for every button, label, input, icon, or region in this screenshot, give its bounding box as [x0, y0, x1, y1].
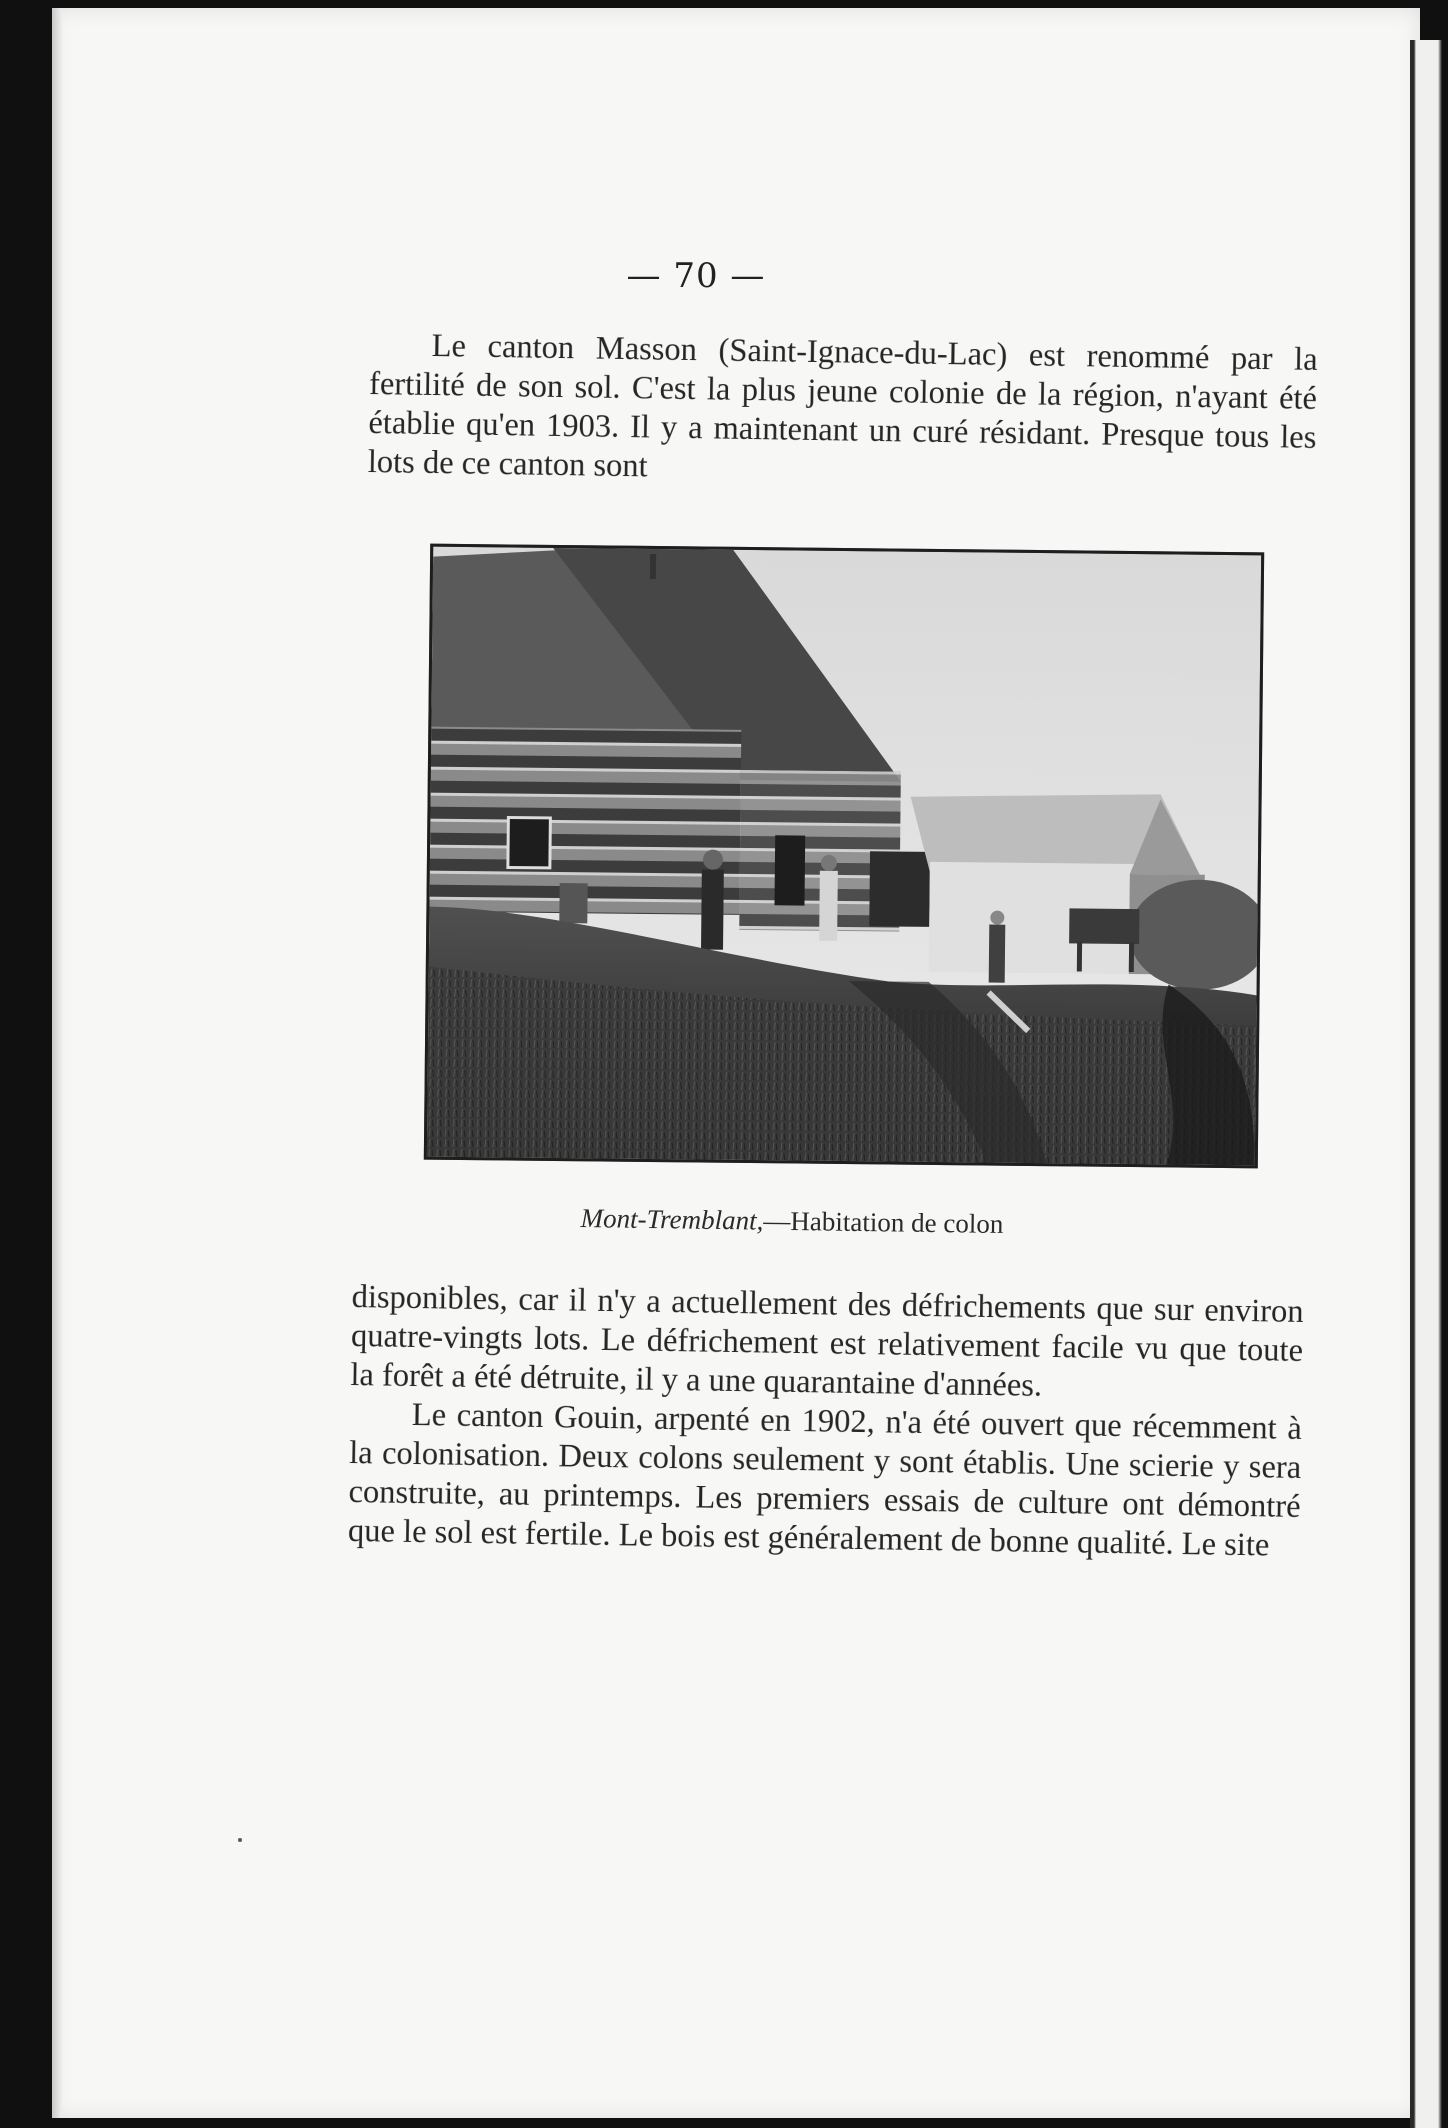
paragraph-continuation: disponibles, car il n'y a actuellement des défrichements que sur environ quatre-vingts lots. Le défrichement est relativement facile vu que toute la forêt a été détruite, il y a une quarantaine d'années.: [350, 1278, 1304, 1404]
caption-place: Mont-Tremblant,: [580, 1203, 764, 1236]
page-number: — 70 —: [626, 256, 766, 296]
door: [774, 835, 805, 905]
photograph-habitation: [424, 544, 1264, 1169]
paragraph-masson: Le canton Masson (Saint-Ignace-du-Lac) est renommé par la fertilité de son sol. C'est la plus jeune colonie de la région, n'ayant été établie qu'en 1903. Il y a maintenant un curé résidant. Presque tous les lots de ce canton sont: [367, 327, 1318, 485]
shed: [869, 851, 930, 927]
body-text-bottom: [348, 1278, 1304, 1566]
ink-speck: [238, 1838, 242, 1842]
body-text-top: [368, 326, 1318, 497]
paragraph-gouin: Le canton Gouin, arpenté en 1902, n'a été ouvert que récemment à la colonisation. Deux colons seulement y sont établis. Une scierie y sera construite, au printemps. Les premiers essais de culture ont démontré que le sol est fertile. Le bois est généralement de bonne qualité. Le site: [347, 1396, 1303, 1564]
caption-description: —Habitation de colon: [763, 1205, 1004, 1239]
window: [508, 817, 551, 867]
page-edge: [52, 8, 62, 2118]
horses: [1069, 908, 1139, 944]
photo-illustration: [427, 547, 1261, 1166]
figure-caption: [352, 1200, 1232, 1243]
person-standing: [701, 870, 724, 950]
adjacent-page-edge: [1410, 40, 1448, 2128]
person-at-door: [819, 871, 838, 941]
person-near-barn: [989, 925, 1006, 983]
children-group: [559, 883, 587, 923]
page-sheet: [52, 8, 1420, 2118]
